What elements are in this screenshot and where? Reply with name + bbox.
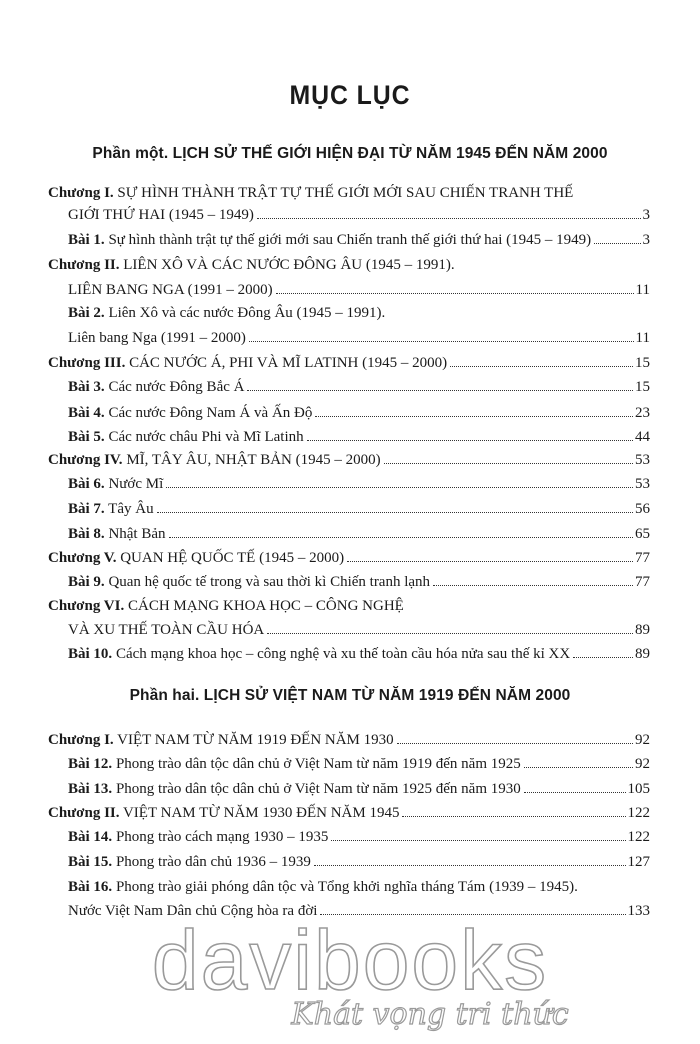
toc-entry-label: Chương V. <box>48 550 117 566</box>
watermark-slogan: Khát vọng tri thức <box>291 997 569 1032</box>
toc-lesson[interactable] <box>68 641 650 663</box>
toc-entry-title: Các nước Đông Bắc Á <box>104 379 245 395</box>
toc-entry-title: MĨ, TÂY ÂU, NHẬT BẢN (1945 – 2000) <box>122 452 381 468</box>
toc-entry-text <box>68 429 304 446</box>
toc-entry-text <box>68 574 430 591</box>
page-number: 11 <box>635 282 650 298</box>
toc-entry-text <box>48 550 344 567</box>
toc-lesson[interactable] <box>68 824 650 846</box>
dot-leader <box>573 657 633 658</box>
toc-entry-text <box>68 330 246 347</box>
dot-leader <box>315 416 633 417</box>
toc-entry-title: Nước Việt Nam Dân chủ Cộng hòa ra đời <box>68 903 318 919</box>
toc-entry-title: CÁCH MẠNG KHOA HỌC – CÔNG NGHỆ <box>124 598 404 614</box>
toc-entry-text <box>68 879 578 896</box>
toc-entry-title: Các nước Đông Nam Á và Ấn Độ <box>104 405 313 421</box>
page-number: 92 <box>635 732 650 748</box>
toc-entry-label: Bài 10. <box>68 646 113 662</box>
toc-lesson[interactable] <box>68 874 650 896</box>
toc-chapter[interactable] <box>48 180 650 202</box>
toc-entry-text <box>68 756 521 773</box>
toc-entry-label: Chương III. <box>48 355 126 371</box>
toc-chapter[interactable] <box>48 252 650 274</box>
toc-entry-title: Các nước châu Phi và Mĩ Latinh <box>104 429 304 445</box>
page-number: 15 <box>635 379 650 395</box>
dot-leader <box>384 463 633 464</box>
toc-entry-text <box>68 305 385 322</box>
part-two-heading: Phần hai. LỊCH SỬ VIỆT NAM TỪ NĂM 1919 ĐẾN NĂM 2000 <box>129 687 571 704</box>
toc-lesson[interactable] <box>68 521 650 543</box>
toc-entry-text <box>48 452 381 469</box>
dot-leader <box>157 512 633 513</box>
toc-entry-text <box>68 526 166 543</box>
toc-entry-title: Cách mạng khoa học – công nghệ và xu thế toàn cầu hóa nửa sau thế kỉ XX <box>112 646 571 662</box>
dot-leader <box>166 487 633 488</box>
dot-leader <box>247 390 633 391</box>
toc-chapter[interactable] <box>48 350 650 372</box>
toc-entry-label: Bài 14. <box>68 829 113 845</box>
toc-lesson[interactable] <box>68 300 650 322</box>
toc-lesson[interactable] <box>68 227 650 249</box>
page-number: 105 <box>627 781 650 797</box>
page-number: 133 <box>627 903 650 919</box>
toc-chapter[interactable] <box>48 800 650 822</box>
toc-entry-label: Bài 16. <box>68 879 113 895</box>
toc-entry-text <box>68 379 244 396</box>
toc-entry-title: QUAN HỆ QUỐC TẾ (1945 – 2000) <box>116 550 345 566</box>
toc-lesson[interactable] <box>68 751 650 773</box>
toc-entry-text <box>68 646 570 663</box>
page-title: MỤC LỤC <box>289 80 411 110</box>
toc-entry-label: Chương I. <box>48 185 114 201</box>
toc-entry-label: Chương II. <box>48 257 120 273</box>
toc-lesson[interactable] <box>68 424 650 446</box>
page-number: 11 <box>635 330 650 346</box>
toc-entry-title: CÁC NƯỚC Á, PHI VÀ MĨ LATINH (1945 – 2000) <box>125 355 448 371</box>
toc-lesson[interactable] <box>68 374 650 396</box>
toc-entry-label: Bài 15. <box>68 854 113 870</box>
page-number: 92 <box>635 756 650 772</box>
toc-entry-label: Bài 1. <box>68 232 105 248</box>
toc-entry-title: Tây Âu <box>104 501 154 517</box>
page-number: 3 <box>642 232 650 248</box>
toc-chapter[interactable] <box>48 727 650 749</box>
toc-entry-title: LIÊN BANG NGA (1991 – 2000) <box>68 282 273 298</box>
dot-leader <box>402 816 625 817</box>
page-number: 53 <box>635 452 650 468</box>
page-number: 122 <box>627 805 650 821</box>
toc-chapter-cont[interactable] <box>68 617 650 639</box>
dot-leader <box>276 293 634 294</box>
dot-leader <box>450 366 633 367</box>
toc-entry-text <box>68 501 154 518</box>
page-number: 44 <box>635 429 650 445</box>
toc-entry-title: Liên Xô và các nước Đông Âu (1945 – 1991). <box>104 305 386 321</box>
page-number: 127 <box>627 854 650 870</box>
toc-entry-label: Bài 9. <box>68 574 105 590</box>
toc-entry-text <box>68 622 264 639</box>
toc-entry-title: LIÊN XÔ VÀ CÁC NƯỚC ĐÔNG ÂU (1945 – 1991). <box>119 257 455 273</box>
toc-entry-label: Bài 4. <box>68 405 105 421</box>
toc-entry-text <box>68 282 273 299</box>
dot-leader <box>433 585 633 586</box>
dot-leader <box>267 633 633 634</box>
toc-entry-text <box>48 185 573 202</box>
toc-entry-label: Chương VI. <box>48 598 125 614</box>
page-number: 56 <box>635 501 650 517</box>
toc-lesson[interactable] <box>68 569 650 591</box>
toc-entry-label: Bài 5. <box>68 429 105 445</box>
dot-leader <box>397 743 633 744</box>
toc-entry-title: Sự hình thành trật tự thế giới mới sau Chiến tranh thế giới thứ hai (1945 – 1949) <box>104 232 592 248</box>
toc-entry-title: Liên bang Nga (1991 – 2000) <box>68 330 246 346</box>
toc-entry-text <box>48 805 399 822</box>
toc-entry-text <box>48 732 394 749</box>
toc-entry-text <box>68 781 521 798</box>
toc-chapter[interactable] <box>48 447 650 469</box>
toc-entry-label: Chương I. <box>48 732 114 748</box>
dot-leader <box>594 243 640 244</box>
toc-entry-text <box>48 598 404 615</box>
toc-entry-title: Phong trào dân tộc dân chủ ở Việt Nam từ năm 1925 đến năm 1930 <box>112 781 521 797</box>
toc-entry-text <box>68 476 163 493</box>
dot-leader <box>524 792 626 793</box>
toc-chapter-cont[interactable] <box>68 202 650 224</box>
toc-entry-title: Nhật Bản <box>104 526 166 542</box>
page-number: 89 <box>635 646 650 662</box>
dot-leader <box>314 865 626 866</box>
toc-entry-text <box>68 854 311 871</box>
toc-entry-title: SỰ HÌNH THÀNH TRẬT TỰ THẾ GIỚI MỚI SAU CHIẾN TRANH THẾ <box>113 185 574 201</box>
dot-leader <box>347 561 633 562</box>
toc-chapter[interactable] <box>48 593 650 615</box>
page-number: 3 <box>642 207 650 223</box>
page-number: 65 <box>635 526 650 542</box>
toc-entry-text <box>68 829 328 846</box>
toc-entry-label: Bài 12. <box>68 756 113 772</box>
toc-entry-label: Chương IV. <box>48 452 123 468</box>
toc-lesson[interactable] <box>68 400 650 422</box>
toc-entry-title: Nước Mĩ <box>104 476 164 492</box>
toc-entry-title: Quan hệ quốc tế trong và sau thời kì Chiến tranh lạnh <box>104 574 431 590</box>
page-number: 53 <box>635 476 650 492</box>
page-number: 23 <box>635 405 650 421</box>
part-one-heading: Phần một. LỊCH SỬ THẾ GIỚI HIỆN ĐẠI TỪ NĂM 1945 ĐẾN NĂM 2000 <box>92 145 608 162</box>
toc-entry-text <box>48 257 455 274</box>
dot-leader <box>331 840 625 841</box>
page-number: 89 <box>635 622 650 638</box>
toc-entry-label: Chương II. <box>48 805 120 821</box>
dot-leader <box>249 341 634 342</box>
watermark-brand: davibooks <box>151 913 549 1007</box>
toc-chapter[interactable] <box>48 545 650 567</box>
toc-lesson[interactable] <box>68 496 650 518</box>
toc-lesson[interactable] <box>68 776 650 798</box>
toc-entry-title: VIỆT NAM TỪ NĂM 1919 ĐẾN NĂM 1930 <box>113 732 394 748</box>
toc-entry-text <box>68 232 591 249</box>
toc-lesson[interactable] <box>68 471 650 493</box>
toc-entry-label: Bài 6. <box>68 476 105 492</box>
toc-entry-title: GIỚI THỨ HAI (1945 – 1949) <box>68 207 254 223</box>
dot-leader <box>169 537 633 538</box>
toc-lesson[interactable] <box>68 849 650 871</box>
page-number: 77 <box>635 574 650 590</box>
toc-entry-text <box>68 405 312 422</box>
dot-leader <box>257 218 641 219</box>
toc-entry-title: VÀ XU THẾ TOÀN CẦU HÓA <box>68 622 265 638</box>
toc-entry-text <box>48 355 447 372</box>
toc-entry-label: Bài 13. <box>68 781 113 797</box>
toc-entry-title: Phong trào cách mạng 1930 – 1935 <box>112 829 329 845</box>
page-number: 122 <box>627 829 650 845</box>
toc-entry-label: Bài 7. <box>68 501 105 517</box>
toc-entry-label: Bài 2. <box>68 305 105 321</box>
page-number: 15 <box>635 355 650 371</box>
toc-chapter-cont[interactable] <box>68 277 650 299</box>
page-number: 77 <box>635 550 650 566</box>
toc-entry-title: Phong trào dân chủ 1936 – 1939 <box>112 854 311 870</box>
toc-entry-label: Bài 3. <box>68 379 105 395</box>
toc-entry-text <box>68 207 254 224</box>
toc-entry-label: Bài 8. <box>68 526 105 542</box>
toc-entry-title: VIỆT NAM TỪ NĂM 1930 ĐẾN NĂM 1945 <box>119 805 400 821</box>
dot-leader <box>307 440 633 441</box>
toc-entry-title: Phong trào giải phóng dân tộc và Tổng khởi nghĩa tháng Tám (1939 – 1945). <box>112 879 578 895</box>
toc-entry-title: Phong trào dân tộc dân chủ ở Việt Nam từ năm 1919 đến năm 1925 <box>112 756 521 772</box>
toc-lesson-cont[interactable] <box>68 325 650 347</box>
dot-leader <box>524 767 633 768</box>
